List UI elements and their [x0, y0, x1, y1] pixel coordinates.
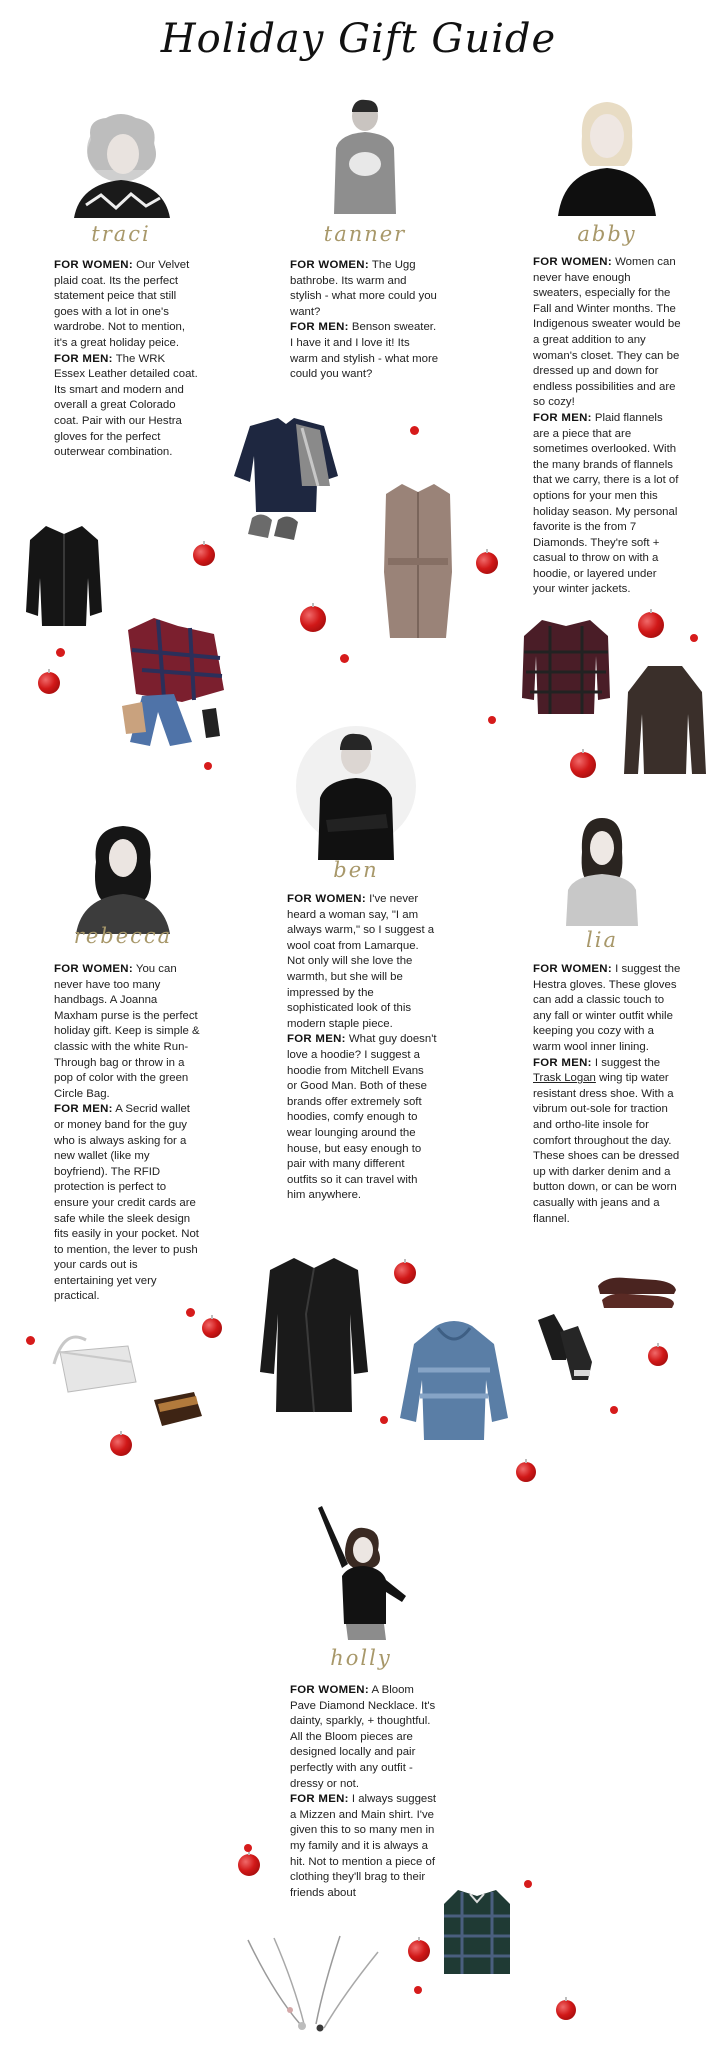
ornament-dot — [690, 634, 698, 642]
product-plaid-flannel — [520, 616, 612, 716]
ornament-dot — [410, 426, 419, 435]
portrait-ben — [296, 720, 416, 868]
product-trask-dress-shoes — [596, 1270, 678, 1310]
portrait-holly — [306, 1504, 416, 1644]
label-for-men: FOR MEN: — [290, 321, 349, 334]
ornament — [408, 1940, 430, 1962]
product-plaid-coat-outfit — [112, 610, 232, 750]
ornament-dot — [244, 1844, 252, 1852]
label-for-women: FOR WOMEN: — [290, 1684, 369, 1696]
ornament — [556, 2000, 576, 2020]
ornament-dot — [380, 1416, 388, 1424]
women-gift-text: Women can never have enough sweaters, especially for the Fall and Winter months. The Indigenous sweater would be a great addition to any woman's closet. They can be dressed up and down for endless possibilities and are so cozy! — [533, 256, 681, 409]
product-leather-jacket — [24, 520, 104, 630]
men-gift-text: A Secrid wallet or money band for the guy who is always asking for a new wallet (like my boyfriend). The RFID protection is perfect to ensure your credit cards are safe while the sleek design fits easily in your pocket. Not to mention, the lever to push your cards out is entertaining yet very practical. — [54, 1103, 199, 1303]
ornament — [638, 612, 664, 638]
ornament-dot — [524, 1880, 532, 1888]
product-secrid-wallet — [150, 1390, 206, 1430]
name-holly: holly — [330, 1646, 392, 1670]
blurb-tanner — [290, 258, 440, 383]
ornament-dot — [56, 648, 65, 657]
blurb-rebecca — [54, 962, 200, 1305]
ornament — [394, 1262, 416, 1284]
ornament — [193, 544, 215, 566]
portrait-traci — [66, 110, 176, 228]
blurb-abby — [533, 255, 681, 598]
name-ben: ben — [333, 858, 379, 882]
name-traci: traci — [91, 222, 151, 246]
label-for-men: FOR MEN: — [287, 1033, 346, 1046]
blurb-lia — [533, 962, 683, 1227]
ornament-dot — [488, 716, 496, 724]
ornament-dot — [204, 762, 212, 770]
ornament-dot — [610, 1406, 618, 1414]
product-white-bag — [46, 1326, 142, 1398]
ornament-dot — [26, 1336, 35, 1345]
label-for-men: FOR MEN: — [54, 1103, 113, 1116]
label-for-women: FOR WOMEN: — [54, 259, 133, 271]
ornament-dot — [414, 1986, 422, 1994]
name-abby: abby — [577, 222, 637, 246]
ornament — [110, 1434, 132, 1456]
men-gift-pre-text: I suggest the — [594, 1056, 661, 1069]
ornament — [238, 1854, 260, 1876]
men-gift-text: I always suggest a Mizzen and Main shirt. I've given this to so many men in my family and it is always a hit. Not to mention a piece of clothing they'll brag to their friends about — [290, 1793, 437, 1899]
label-for-men: FOR MEN: — [290, 1793, 349, 1806]
label-for-women: FOR WOMEN: — [290, 259, 369, 271]
blurb-holly — [290, 1683, 438, 1901]
name-lia: lia — [586, 928, 618, 952]
product-wool-coat — [246, 1254, 382, 1416]
men-gift-text: What guy doesn't love a hoodie? I suggest a hoodie from Mitchell Evans or Good Man. Both of these brands offer extremely soft hoodies, comfy enough to wear lounging around the house, but easy enough to pair with many different outfits so it can travel with him anywhere. — [287, 1033, 437, 1202]
portrait-abby — [552, 96, 662, 220]
portrait-lia — [560, 812, 644, 928]
product-blue-hoodie — [396, 1320, 512, 1444]
men-gift-text: Benson sweater. I have it and I love it! Its warm and stylish - what more could you want? — [290, 321, 439, 381]
portrait-tanner — [320, 96, 410, 216]
ornament — [648, 1346, 668, 1366]
men-gift-text: wing tip water resistant dress shoe. With a vibrum out-sole for traction and ortho-lite insole for comfort throughout the day. These shoes can be dressed up with darker denim and a button down, or can be worn casually with jeans and a flannel. — [533, 1072, 680, 1225]
ornament — [570, 752, 596, 778]
name-rebecca: rebecca — [73, 924, 173, 948]
ornament-dot — [340, 654, 349, 663]
page-title: Holiday Gift Guide — [160, 16, 557, 62]
label-for-women: FOR WOMEN: — [533, 256, 612, 268]
men-gift-text: Plaid flannels are a piece that are sometimes overlooked. With the many brands of flannels that we carry, there is a lot of options for your men this holiday season. My personal favorite is the from 7 Diamonds. They're soft + casual to throw on with a hoodie, or layered under your winter jackets. — [533, 411, 679, 596]
label-for-women: FOR WOMEN: — [287, 893, 366, 905]
men-gift-text: The WRK Essex Leather detailed coat. Its smart and modern and overall a great Colorado coat. Pair with our Hestra gloves for the perfect outerwear combination. — [54, 352, 198, 459]
product-benson-sweater-outfit — [228, 416, 358, 544]
product-mizzen-main-shirt — [440, 1886, 514, 1978]
product-hestra-gloves — [534, 1312, 596, 1384]
product-ugg-bathrobe — [378, 480, 458, 642]
ornament — [300, 606, 326, 632]
women-gift-text: I've never heard a woman say, "I am always warm," so I suggest a wool coat from Lamarque. Not only will she love the warmth, but she will be impressed by the sophisticated look of this modern staple piece. — [287, 893, 435, 1030]
label-for-men: FOR MEN: — [533, 411, 592, 424]
name-tanner: tanner — [323, 222, 407, 246]
label-for-women: FOR WOMEN: — [533, 963, 612, 975]
label-for-women: FOR WOMEN: — [54, 963, 133, 975]
women-gift-text: A Bloom Pave Diamond Necklace. It's dainty, sparkly, + thoughtful. All the Bloom pieces are designed locally and pair perfectly with any outfit - dressy or not. — [290, 1684, 436, 1790]
portrait-rebecca — [68, 818, 178, 936]
blurb-traci — [54, 258, 199, 461]
women-gift-text: I suggest the Hestra gloves. These gloves can add a classic touch to any fall or winter outfit while keeping you cozy with a warm wool inner lining. — [533, 963, 681, 1053]
ornament-dot — [186, 1308, 195, 1317]
product-indigenous-sweater — [622, 662, 708, 778]
women-gift-text: You can never have too many handbags. A Joanna Maxham purse is the perfect holiday gift. Keep is simple & classic with the white Run-Through bag or throw in a pop of color with the green Circle Bag. — [54, 963, 200, 1100]
ornament — [202, 1318, 222, 1338]
trask-logan-link[interactable]: Trask Logan — [533, 1072, 596, 1085]
women-gift-text: Our Velvet plaid coat. Its the perfect statement peice that still goes with a lot in one's wardrobe. Not to mention, it's a great holiday peice. — [54, 259, 190, 349]
product-bloom-necklaces — [244, 1934, 384, 2034]
label-for-men: FOR MEN: — [54, 352, 113, 365]
ornament — [476, 552, 498, 574]
blurb-ben — [287, 892, 437, 1204]
ornament — [516, 1462, 536, 1482]
label-for-men: FOR MEN: — [533, 1056, 592, 1069]
ornament — [38, 672, 60, 694]
women-gift-text: The Ugg bathrobe. Its warm and stylish - what more could you want? — [290, 259, 437, 318]
